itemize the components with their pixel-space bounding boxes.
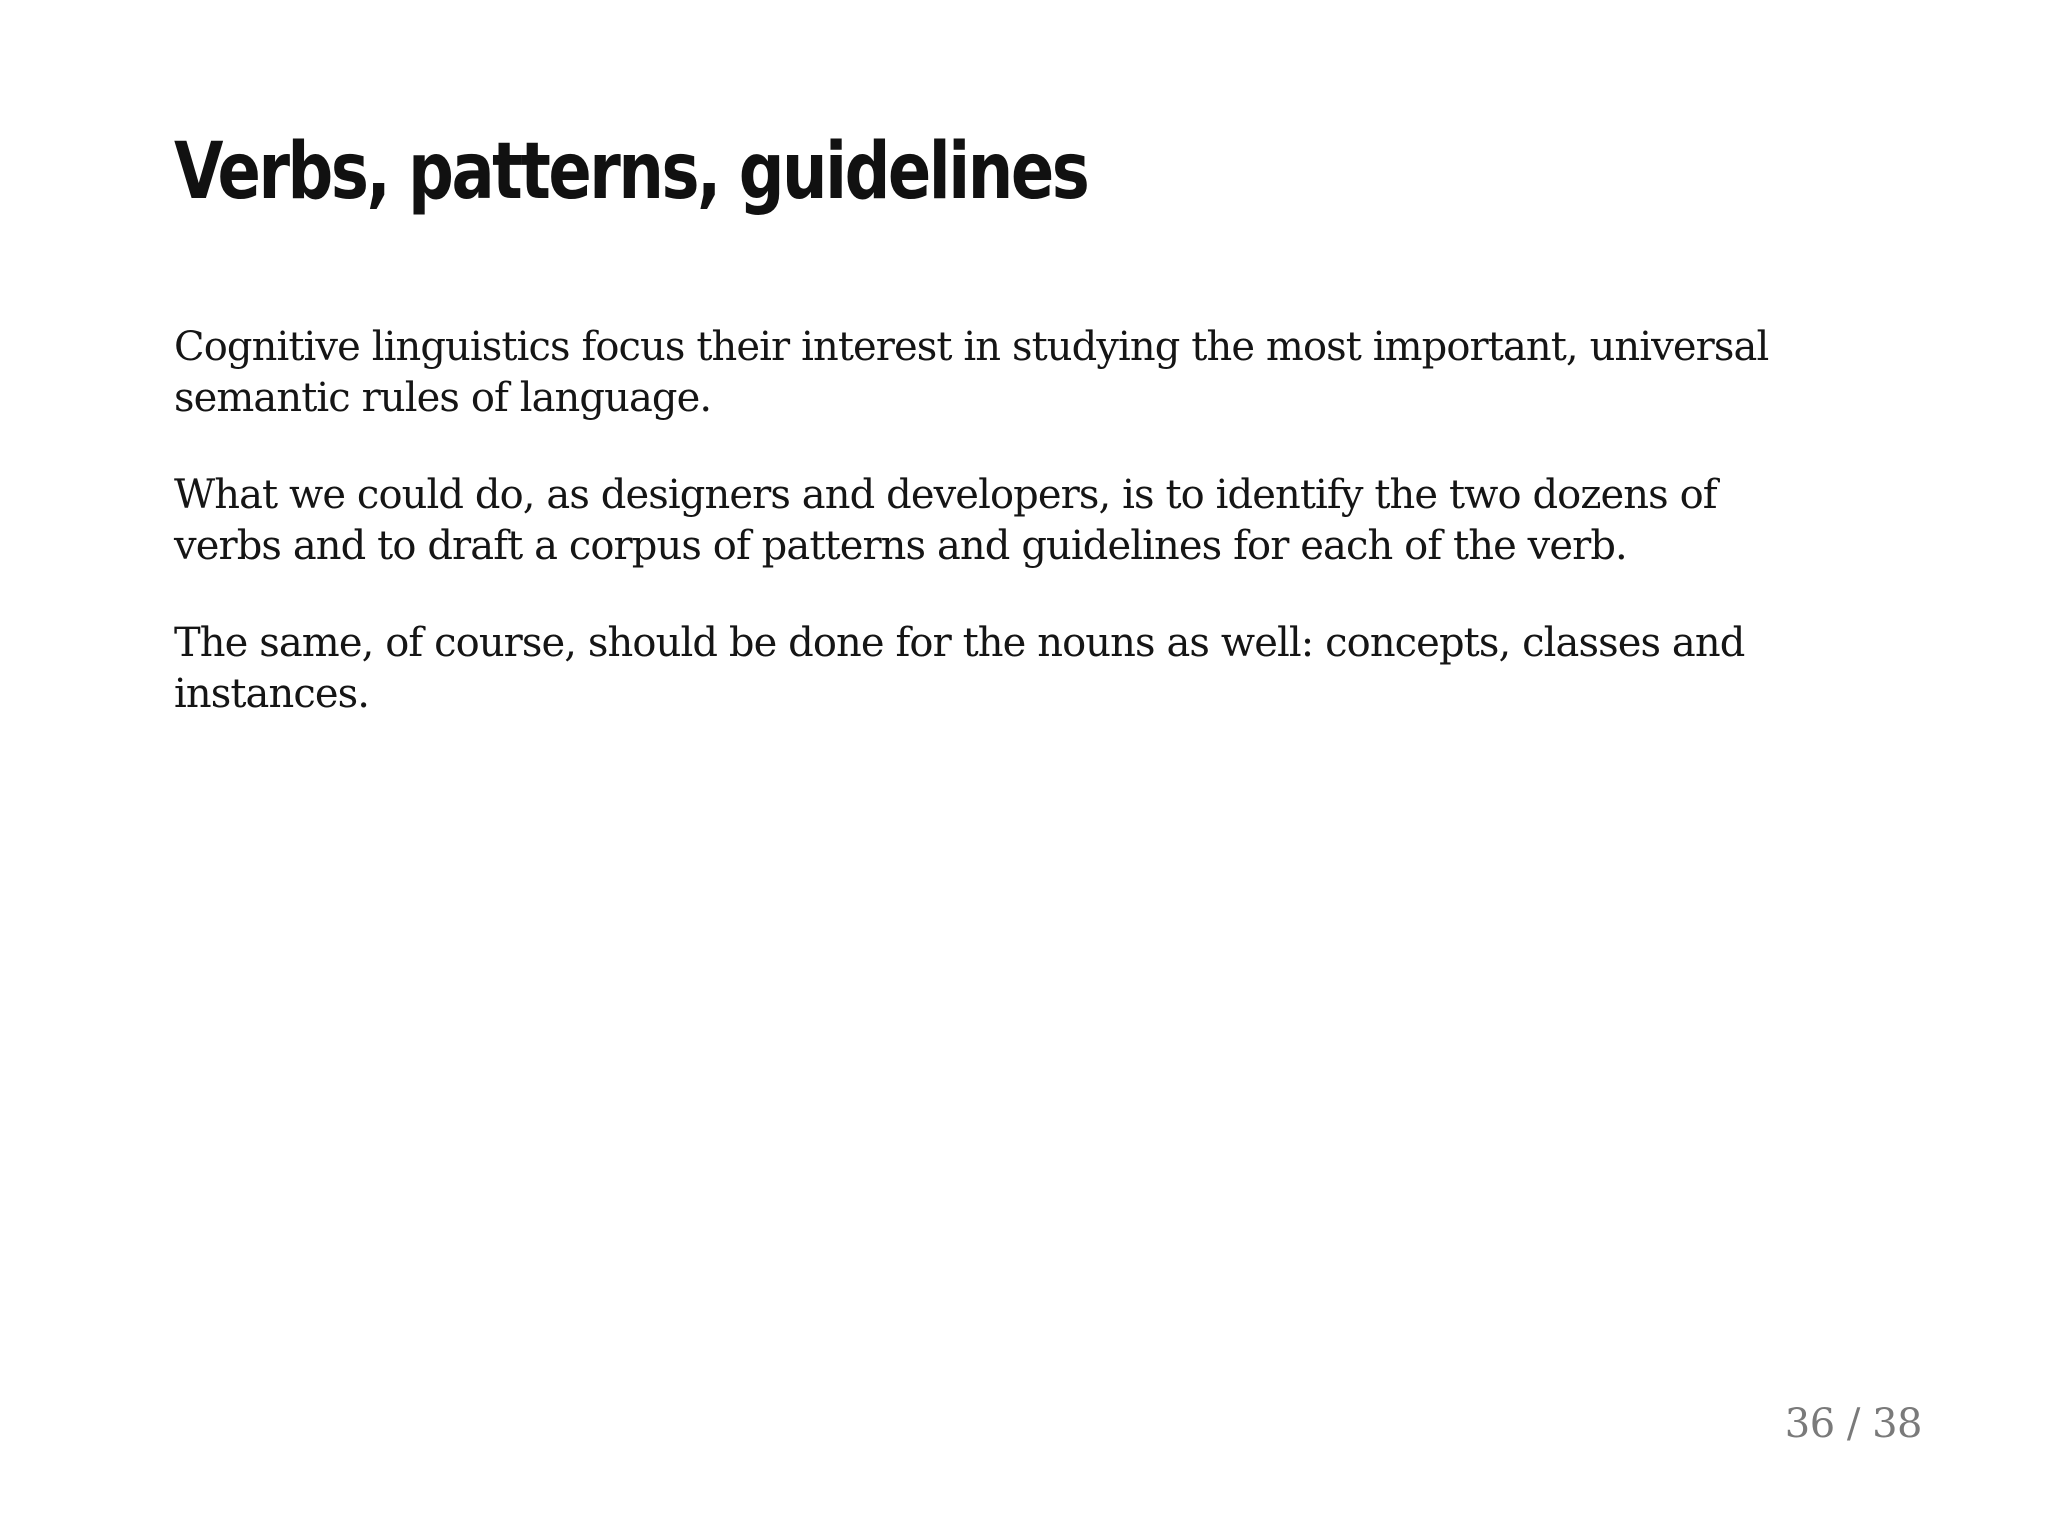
paragraph-cognitive-linguistics: Cognitive linguistics focus their interest in studying the most important, universal semantic rules of language. xyxy=(174,324,1769,421)
slide-body xyxy=(174,322,1794,766)
slide-page-number: 36 / 38 xyxy=(1784,1401,1922,1447)
paragraph-nouns: The same, of course, should be done for the nouns as well: concepts, classes and instances. xyxy=(174,620,1745,717)
paragraph-verbs-corpus: What we could do, as designers and developers, is to identify the two dozens of verbs and to draft a corpus of patterns and guidelines for each of the verb. xyxy=(174,472,1717,569)
slide-title: Verbs, patterns, guidelines xyxy=(174,127,1088,217)
